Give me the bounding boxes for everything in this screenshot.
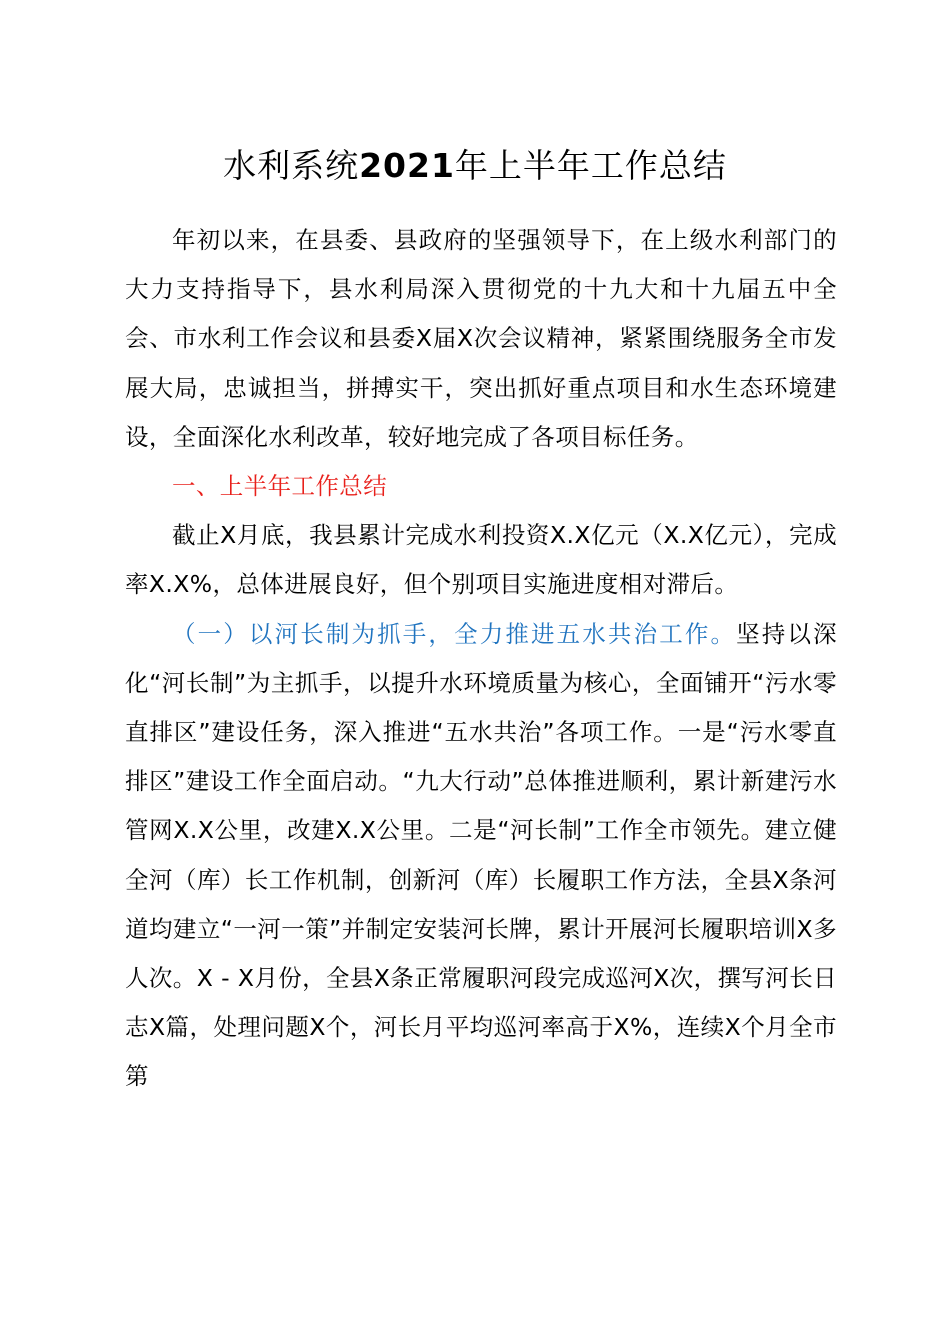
section-heading: 一、上半年工作总结 — [172, 472, 388, 501]
subsection-text: 坚持以深化“河长制”为主抓手，以提升水环境质量为核心，全面铺开“污水零直排区”建设任务，深入推进“五水共治”各项工作。一是“污水零直排区”建设工作全面启动。“九大行动”总体推进顺利，累计新建污水管网X.X公里，改建X.X公里。二是“河长制”工作全市领先。建立健全河（库）长工作机制，创新河（库）长履职工作方法，全县X条河道均建立“一河一策”并制定安装河长牌，累计开展河长履职培训X多人次。X - X月份，全县X条正常履职河段完成巡河X次，撰写河长日志X篇，处理问题X个，河长月平均巡河率高于X%，连续X个月全市第 — [125, 619, 838, 1091]
subsection-heading: （一）以河长制为抓手，全力推进五水共治工作。 — [172, 619, 737, 648]
page-title — [0, 142, 950, 190]
subsection-paragraph — [125, 610, 837, 1102]
title-prefix: 水利系统 — [223, 146, 360, 185]
title-suffix: 年上半年工作总结 — [454, 146, 727, 185]
document-body — [125, 216, 837, 1102]
intro-paragraph: 年初以来，在县委、县政府的坚强领导下，在上级水利部门的大力支持指导下，县水利局深入贯彻党的十九大和十九届五中全会、市水利工作会议和县委X届X次会议精神，紧紧围绕服务全市发展大局，忠诚担当，拼搏实干，突出抓好重点项目和水生态环境建设，全面深化水利改革，较好地完成了各项目标任务。 — [125, 226, 837, 451]
section-paragraph: 截止X月底，我县累计完成水利投资X.X亿元（X.X亿元），完成率X.X%，总体进展良好，但个别项目实施进度相对滞后。 — [125, 521, 837, 599]
title-year: 2021 — [359, 146, 455, 185]
